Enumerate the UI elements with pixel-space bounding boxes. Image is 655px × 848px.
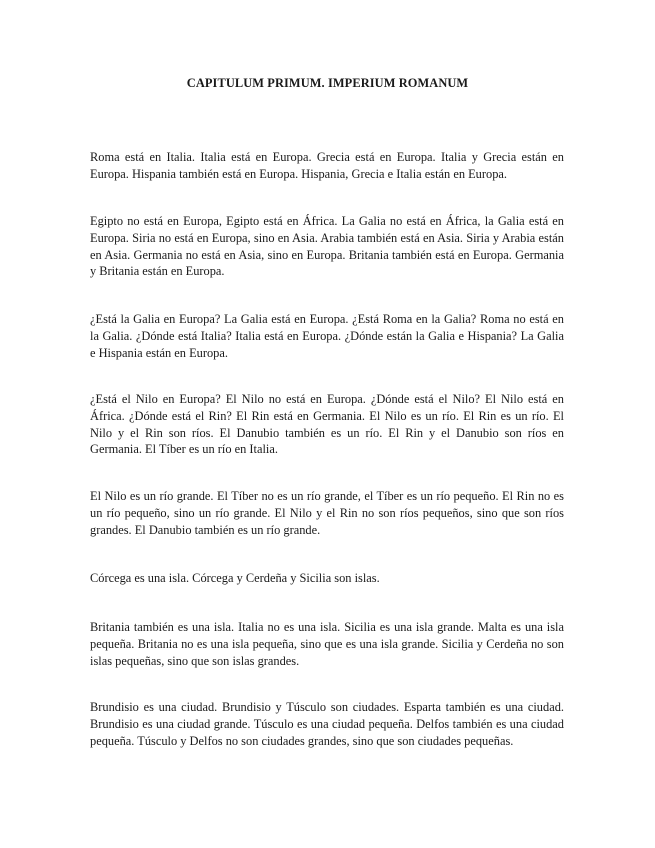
- paragraph-1: Roma está en Italia. Italia está en Europa. Grecia está en Europa. Italia y Grecia están en Europa. Hispania también está en Europa. Hispania, Grecia e Italia están en Europa.: [90, 150, 564, 181]
- paragraph-8: Brundisio es una ciudad. Brundisio y Túsculo son ciudades. Esparta también es una ciudad. Brundisio es una ciudad grande. Túsculo es una ciudad pequeña. Delfos también es una ciudad pequeña. Túsculo y Delfos no son ciudades grandes, sino que son ciudades pequeñas.: [90, 700, 564, 748]
- paragraph-2: Egipto no está en Europa, Egipto está en África. La Galia no está en África, la Galia está en Europa. Siria no está en Europa, sino en Asia. Arabia también está en Asia. Siria y Arabia están en Asia. Germania no está en Asia, sino en Europa. Britania también está en Europa. Germania y Britania están en Europa.: [90, 214, 564, 279]
- paragraph-7: Britania también es una isla. Italia no es una isla. Sicilia es una isla grande. Malta es una isla pequeña. Britania no es una isla pequeña, sino que es una isla grande. Sicilia y Cerdeña no son islas pequeñas, sino que son islas grandes.: [90, 620, 564, 668]
- paragraph-5: El Nilo es un río grande. El Tíber no es un río grande, el Tíber es un río pequeño. El Rin no es un río pequeño, sino un río grande. El Nilo y el Rin no son ríos pequeños, sino que son ríos grandes. El Danubio también es un río grande.: [90, 489, 564, 537]
- paragraph-4: ¿Está el Nilo en Europa? El Nilo no está en Europa. ¿Dónde está el Nilo? El Nilo está en África. ¿Dónde está el Rin? El Rin está en Germania. El Nilo es un río. El Rin es un río. El Nilo y el Rin son ríos. El Danubio también es un río. El Rin y el Danubio son ríos en Germania. El Tíber es un río en Italia.: [90, 392, 564, 457]
- paragraph-3: ¿Está la Galia en Europa? La Galia está en Europa. ¿Está Roma en la Galia? Roma no está en la Galia. ¿Dónde está Italia? Italia está en Europa. ¿Dónde están la Galia e Hispania? La Galia e Hispania están en Europa.: [90, 312, 564, 360]
- paragraph-6: Córcega es una isla. Córcega y Cerdeña y Sicilia son islas.: [90, 571, 380, 585]
- chapter-title: CAPITULUM PRIMUM. IMPERIUM ROMANUM: [186, 76, 469, 90]
